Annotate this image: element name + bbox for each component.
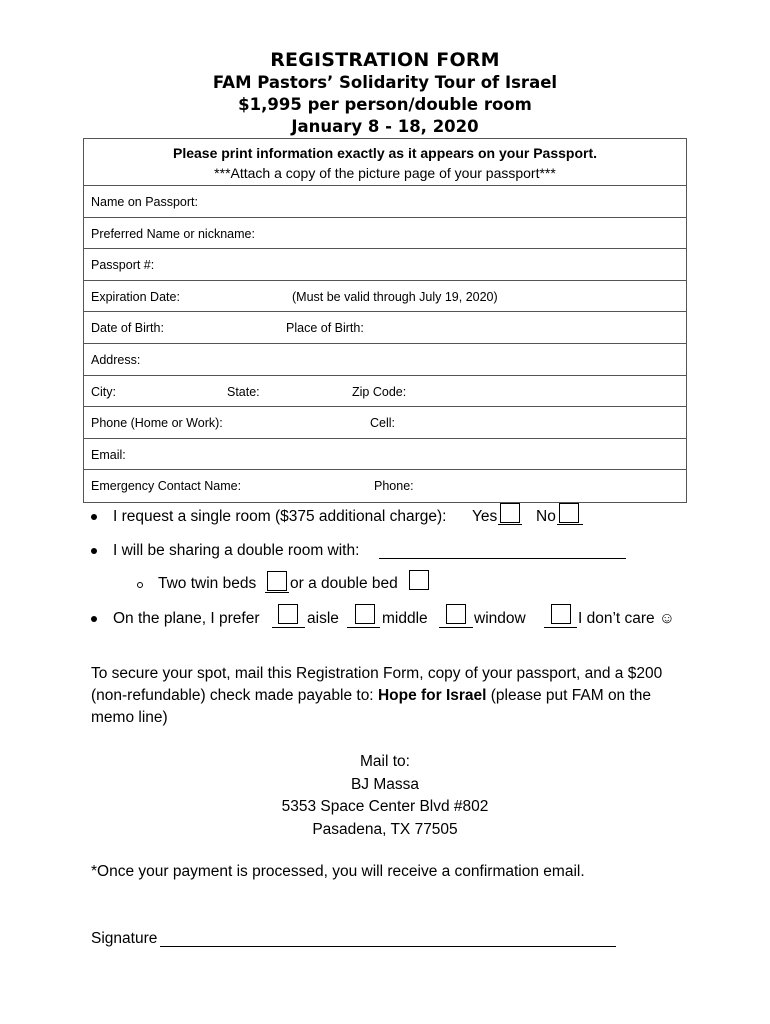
- tour-dates: January 8 - 18, 2020: [291, 117, 479, 136]
- window-underline: [439, 627, 473, 628]
- confirmation-note: *Once your payment is processed, you will receive a confirmation email.: [91, 863, 585, 880]
- city-state-zip-field[interactable]: [84, 376, 686, 408]
- tour-name: FAM Pastors’ Solidarity Tour of Israel: [212, 73, 558, 92]
- middle-label: middle: [382, 610, 428, 627]
- window-checkbox[interactable]: [446, 604, 466, 624]
- yes-underline: [498, 524, 522, 525]
- memo-note: (please put FAM on the memo line): [91, 687, 652, 726]
- signature-line[interactable]: [160, 946, 616, 947]
- payee-name: Hope for Israel: [377, 687, 487, 704]
- payment-instructions: [91, 663, 691, 729]
- emergency-contact-field[interactable]: [84, 470, 686, 502]
- plane-prefer-label: On the plane, I prefer: [113, 610, 260, 627]
- aisle-label: aisle: [307, 610, 339, 627]
- state-label: State:: [227, 384, 260, 399]
- mail-to-heading: Mail to:: [360, 753, 410, 770]
- instruction-line-2: ***Attach a copy of the picture page of your passport***: [214, 165, 556, 181]
- email-field[interactable]: [84, 439, 686, 471]
- mail-recipient: BJ Massa: [350, 775, 420, 793]
- mail-street: 5353 Space Center Blvd #802: [281, 798, 489, 815]
- dont-care-checkbox[interactable]: [551, 604, 571, 624]
- payment-text: To secure your spot, mail this Registration Form, copy of your passport, and a $200 (non-refundable) check made payable to:: [91, 665, 663, 704]
- tour-price: $1,995 per person/double room: [238, 95, 532, 114]
- passport-number-field[interactable]: [84, 249, 686, 281]
- zip-label: Zip Code:: [352, 384, 407, 399]
- date-of-birth-label: Date of Birth:: [91, 321, 164, 336]
- window-label: window: [474, 610, 526, 627]
- bullet-icon: [91, 548, 97, 554]
- phone-label: Phone (Home or Work):: [91, 416, 223, 431]
- passport-number-label: Passport #:: [91, 258, 155, 273]
- city-label: City:: [91, 384, 116, 399]
- roommate-name-line[interactable]: [379, 558, 626, 559]
- phone-field[interactable]: [84, 407, 686, 439]
- expiration-date-label: Expiration Date:: [91, 289, 180, 304]
- cell-label: Cell:: [370, 416, 396, 431]
- sub-bullet-icon: [137, 582, 143, 588]
- sharing-room-label: I will be sharing a double room with:: [113, 542, 360, 559]
- expiration-note: (Must be valid through July 19, 2020): [292, 289, 498, 304]
- dont-care-label: I don’t care ☺: [578, 610, 675, 627]
- preferred-name-label: Preferred Name or nickname:: [91, 226, 255, 241]
- aisle-underline: [272, 627, 305, 628]
- address-field[interactable]: [84, 344, 686, 376]
- expiration-date-field[interactable]: [84, 281, 686, 313]
- preferred-name-field[interactable]: [84, 218, 686, 250]
- mailing-address: [0, 751, 770, 841]
- form-title: REGISTRATION FORM: [270, 49, 500, 71]
- double-bed-label: or a double bed: [290, 575, 398, 592]
- single-room-label: I request a single room ($375 additional charge):: [113, 508, 447, 525]
- emergency-contact-label: Emergency Contact Name:: [91, 479, 242, 494]
- signature-label: Signature: [91, 930, 158, 947]
- instruction-line-1: Please print information exactly as it appears on your Passport.: [172, 145, 598, 161]
- bullet-icon: [91, 514, 97, 520]
- address-label: Address:: [91, 352, 141, 367]
- twin-beds-label: Two twin beds: [158, 575, 257, 592]
- passport-info-table: [83, 138, 687, 503]
- mail-city: Pasadena, TX 77505: [312, 820, 458, 838]
- single-room-no-label: No: [536, 508, 556, 525]
- aisle-checkbox[interactable]: [278, 604, 298, 624]
- place-of-birth-label: Place of Birth:: [286, 321, 364, 336]
- twin-beds-underline: [265, 592, 289, 593]
- name-on-passport-label: Name on Passport:: [91, 195, 198, 209]
- email-label: Email:: [91, 447, 126, 462]
- twin-beds-checkbox[interactable]: [267, 571, 287, 591]
- double-bed-checkbox[interactable]: [409, 570, 429, 590]
- dont-care-underline: [544, 627, 577, 628]
- no-underline: [557, 524, 583, 525]
- name-on-passport-field[interactable]: [84, 186, 686, 218]
- single-room-yes-label: Yes: [472, 508, 498, 525]
- passport-instructions: [84, 139, 686, 186]
- single-room-yes-checkbox[interactable]: [500, 503, 520, 523]
- bullet-icon: [91, 616, 97, 622]
- emergency-phone-label: Phone:: [374, 479, 414, 494]
- middle-underline: [347, 627, 380, 628]
- form-header: [0, 48, 770, 138]
- birth-info-field[interactable]: [84, 312, 686, 344]
- middle-checkbox[interactable]: [355, 604, 375, 624]
- single-room-no-checkbox[interactable]: [559, 503, 579, 523]
